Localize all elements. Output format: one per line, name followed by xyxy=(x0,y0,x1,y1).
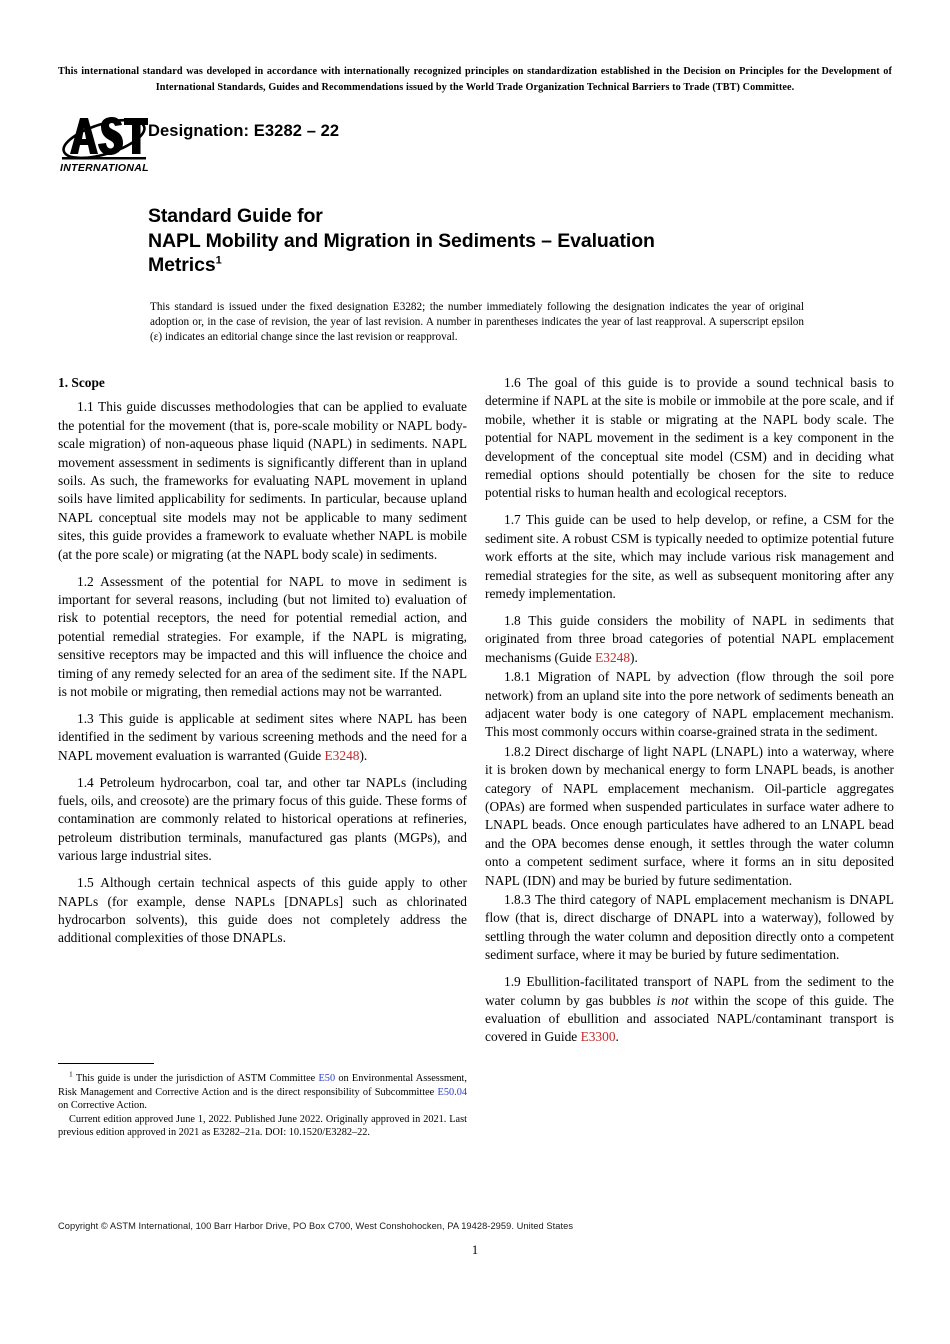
title-footnote-marker: 1 xyxy=(215,254,222,267)
title-line-3: Metrics xyxy=(148,254,216,276)
paragraph-1-9-text: 1.9 Ebullition-facilitated transport of NAPL from the sediment to the water column by gas bubbles xyxy=(485,974,894,1008)
link-e50-04[interactable]: E50.04 xyxy=(437,1086,467,1098)
astm-logo xyxy=(60,112,148,178)
designation-label: Designation: E3282 – 22 xyxy=(148,122,340,140)
paragraph-1-9 xyxy=(485,973,894,1047)
title-line-1: Standard Guide for xyxy=(148,205,323,227)
footnote-edition: Current edition approved June 1, 2022. Published June 2022. Originally approved in 2021. Last previous edition approved in 2021 as E3282–21a. DOI: 10.1520/E3282–22. xyxy=(58,1113,467,1139)
footer-copyright: Copyright © ASTM International, 100 Barr Harbor Drive, PO Box C700, West Conshohocken, PA 19428-2959. United States xyxy=(58,1221,574,1231)
paragraph-1-8-2: 1.8.2 Direct discharge of light NAPL (LNAPL) into a waterway, where it is broken down by mechanical energy to form LNAPL beads, is another category of NAPL emplacement mechanism. Oil-particle aggregates (OPAs) are formed when suspended particulates in surface water adhere to LNAPL beads. Once enough particulates have adhered to an LNAPL bead and the OPA becomes dense enough, it settles through the water column onto a competent sediment surface, where it forms an in situ deposited NAPL (IDN) and may be buried by future sedimentation. xyxy=(485,743,894,888)
paragraph-1-9-mid: within the scope of this guide. The evaluation of ebullition and associated NAPL/contaminant transport is covered in Guide xyxy=(485,992,894,1045)
footnote-separator xyxy=(58,1063,154,1064)
paragraph-1-1: 1.1 This guide discusses methodologies that can be applied to evaluate the potential for the movement (that is, pore-scale mobility or NAPL body-scale migration) of non-aqueous phase liquid (NAPL) in sediments. NAPL movement assessment in sediments is significantly different than in upland soils. As such, the frameworks for evaluating NAPL movement in upland soils have limited applicability for sediments. In particular, because upland NAPL conceptual site models may not be applicable to many sediment sites, this guide provides a framework to evaluate whether NAPL is mobile (at the pore scale) or migrating (at the NAPL body scale) in sediments. xyxy=(58,399,467,562)
link-e3248-b[interactable]: E3248 xyxy=(595,649,631,665)
paragraph-1-6: 1.6 The goal of this guide is to provide a sound technical basis to determine if NAPL at the site is mobile or immobile at the pore scale, and if mobile, whether it is stable or migrating at the NAPL body scale. The potential for NAPL movement in the sediment is a key component in the development of the conceptual site model (CSM) and in deciding what remedial options should potentially be chosen for the site to reduce potential risks to human health and ecological receptors. xyxy=(485,375,894,501)
paragraph-1-8-3: 1.8.3 The third category of NAPL emplacement mechanism is DNAPL flow (that is, direct discharge of DNAPL into a waterway), followed by settling through the water column and deposition directly onto a competent sediment surface, where it may be buried by future sedimentation. xyxy=(485,891,894,963)
standard-issue-note: This standard is issued under the fixed designation E3282; the number immediately following the designation indicates the year of original adoption or, in the case of revision, the year of last revision. A number in parentheses indicates the year of last reapproval. A superscript epsilon (ε) indicates an editorial change since the last revision or reapproval. xyxy=(150,301,804,344)
footnote-marker: 1 xyxy=(69,1069,73,1079)
page-number: 1 xyxy=(471,1243,479,1257)
section-heading-scope: 1. Scope xyxy=(58,375,105,390)
paragraph-1-4: 1.4 Petroleum hydrocarbon, coal tar, and other tar NAPLs (including fuels, oils, and creosote) are the primary focus of this guide. These forms of contamination are commonly related to historical operations at refineries, petroleum distribution terminals, manufactured gas plants (MGPs), and various large industrial sites. xyxy=(58,774,467,864)
paragraph-1-8-tail: ). xyxy=(630,649,638,665)
astm-logo-mark-icon xyxy=(60,112,148,162)
body-column-left xyxy=(58,374,467,948)
body-column-right xyxy=(485,374,894,1047)
paragraph-1-9-emphasis: is not xyxy=(656,992,689,1008)
wto-tbt-notice: This international standard was developed in accordance with internationally recognized principles on standardization established in the Decision on Principles for the Development of International Standards, Guides and Recommendations issued by the World Trade Organization Technical Barriers to Trade (TBT) Committee. xyxy=(58,66,892,93)
footnote-text-1: This guide is under the jurisdiction of ASTM Committee xyxy=(72,1073,319,1084)
paragraph-1-2: 1.2 Assessment of the potential for NAPL to move in sediment is important for several reasons, including (but not limited to) evaluation of risk to potential receptors, the need for potential remedial action, and potential remedial strategies. For example, if the NAPL is migrating, sensitive receptors may be impacted and this will influence the choice and timing of any remedy selected for an area of the sediment site. If the NAPL is not mobile or migrating, then remedial actions may not be warranted. xyxy=(58,573,467,699)
footnote-jurisdiction xyxy=(58,1069,467,1113)
paragraph-1-3 xyxy=(58,710,467,765)
title-line-2: NAPL Mobility and Migration in Sediments – Evaluation xyxy=(148,229,655,252)
astm-logo-subtitle: INTERNATIONAL xyxy=(60,162,149,174)
paragraph-1-8-1: 1.8.1 Migration of NAPL by advection (flow through the soil pore network) from an upland site into the pore network of sediments beneath an adjacent water body is one category of NAPL emplacement mechanism. This most commonly occurs within coarse-grained strata in the sediment. xyxy=(485,669,894,740)
paragraph-1-5: 1.5 Although certain technical aspects of this guide apply to other NAPLs (for example, dense NAPLs [DNAPLs] such as chlorinated hydrocarbon solvents), this guide does not completely address the additional complexities of those DNAPLs. xyxy=(58,875,467,946)
page-title xyxy=(148,204,788,278)
paragraph-1-7: 1.7 This guide can be used to help develop, or refine, a CSM for the sediment site. A robust CSM is typically needed to optimize potential future work efforts at the site, which may include various risk management and remedial strategies for the site, as well as subsequent monitoring after any remedy implementation. xyxy=(485,512,894,601)
link-e3300[interactable]: E3300 xyxy=(580,1029,616,1045)
link-e50[interactable]: E50 xyxy=(318,1073,336,1084)
paragraph-1-3-text: 1.3 This guide is applicable at sediment sites where NAPL has been identified in the sediment by various screening methods and the need for a NAPL movement evaluation is warranted (Guide xyxy=(58,710,467,763)
paragraph-1-8 xyxy=(485,612,894,667)
footnote-text-2: on Environmental Assessment, Risk Management and Corrective Action and is the direct responsibility of Subcommittee xyxy=(58,1073,467,1098)
footnote-text-3: on Corrective Action. xyxy=(58,1100,147,1112)
paragraph-1-3-tail: ). xyxy=(359,747,368,763)
footnote-block xyxy=(58,1069,467,1140)
link-e3248-a[interactable]: E3248 xyxy=(324,747,360,763)
paragraph-1-9-tail: . xyxy=(615,1029,619,1045)
paragraph-1-8-text: 1.8 This guide considers the mobility of NAPL in sediments that originated from three broad categories of potential NAPL emplacement mechanisms (Guide xyxy=(485,612,894,665)
